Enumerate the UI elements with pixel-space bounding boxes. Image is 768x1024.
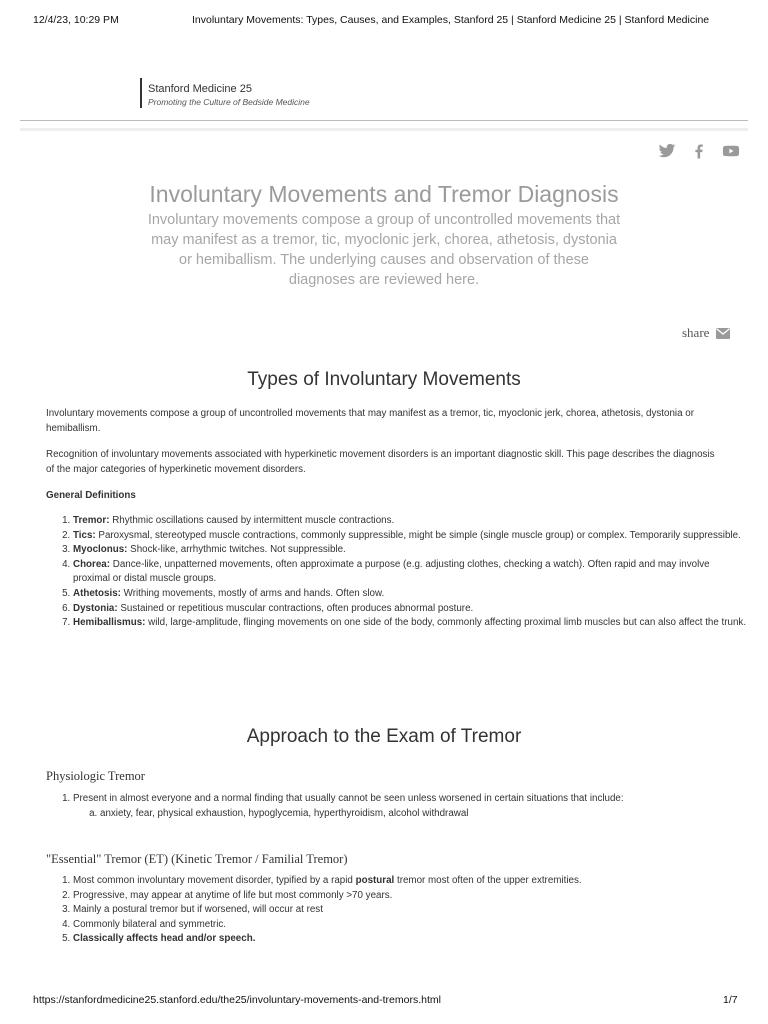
definition-text: wild, large-amplitude, flinging movements on one side of the body, commonly affecting proximal limb muscles but can also affect the trunk. [145, 617, 747, 629]
physiologic-sublist [73, 807, 749, 822]
definition-term: Hemiballismus: [73, 617, 146, 629]
definition-term: Tics: [73, 529, 96, 541]
youtube-icon[interactable] [721, 142, 741, 160]
list-item [73, 874, 749, 889]
list-item: a. anxiety, fear, physical exhaustion, hypoglycemia, hyperthyroidism, alcohol withdrawal [100, 807, 749, 822]
social-links [657, 142, 741, 160]
print-page-number: 1/7 [723, 994, 738, 1006]
approach-section-title: Approach to the Exam of Tremor [246, 726, 522, 747]
definitions-heading: General Definitions [46, 490, 136, 501]
definition-text: Writhing movements, mostly of arms and hands. Often slow. [120, 587, 385, 599]
print-url: https://stanfordmedicine25.stanford.edu/the25/involuntary-movements-and-tremors.html [33, 994, 441, 1006]
list-item [73, 602, 749, 617]
list-item-text: Most common involuntary movement disorder, typified by a rapid [73, 875, 356, 886]
print-doc-title: Involuntary Movements: Types, Causes, and Examples, Stanford 25 | Stanford Medicine 25 | Stanford Medicine [192, 14, 710, 26]
list-item [73, 932, 749, 947]
definition-term: Athetosis: [73, 587, 121, 599]
list-item: 2. Progressive, may appear at anytime of life but most commonly >70 years. [73, 889, 749, 904]
page-subtitle: Involuntary movements compose a group of uncontrolled movements that may manifest as a tremor, tic, myoclonic jerk, chorea, athetosis, dystonia or hemiballism. The underlying causes and observation of these diagnoses are reviewed here. [147, 212, 621, 288]
list-item [73, 616, 749, 631]
list-item-text: Present in almost everyone and a normal finding that usually cannot be seen unless worsened in certain situations that include: [73, 793, 624, 804]
list-item: 4. Commonly bilateral and symmetric. [73, 918, 749, 933]
definition-text: Rhythmic oscillations caused by intermittent muscle contractions. [109, 515, 395, 526]
list-item [73, 529, 749, 544]
page-title: Involuntary Movements and Tremor Diagnosis [149, 181, 619, 207]
list-item [73, 514, 749, 529]
definition-term: Dystonia: [73, 602, 118, 614]
twitter-icon[interactable] [657, 142, 677, 160]
share-button[interactable] [682, 325, 730, 341]
types-section-title: Types of Involuntary Movements [247, 369, 521, 390]
list-item [73, 558, 749, 587]
print-datetime: 12/4/23, 10:29 PM [33, 14, 119, 26]
list-item [73, 543, 749, 558]
emphasis-text: postural [355, 875, 395, 886]
brand-tagline: Promoting the Culture of Bedside Medicine [148, 97, 310, 107]
types-intro-2: Recognition of involuntary movements associated with hyperkinetic movement disorders is an important diagnostic skill. This page describes the diagnosis of the major categories of hyperkinetic movement disorders. [46, 449, 715, 475]
definition-term: Myoclonus: [73, 544, 128, 556]
emphasis-text: Classically affects head and/or speech. [73, 933, 256, 945]
header-divider [20, 120, 748, 121]
definition-text: Shock-like, arrhythmic twitches. Not suppressible. [127, 544, 346, 556]
definition-text: Paroxysmal, stereotyped muscle contractions, commonly suppressible, might be simple (single muscle group) or complex. Temporarily suppressible. [95, 529, 741, 541]
facebook-icon[interactable] [689, 142, 709, 160]
list-item [73, 792, 749, 821]
definition-term: Chorea: [73, 558, 111, 570]
list-item: 3. Mainly a postural tremor but if worsened, will occur at rest [73, 903, 749, 918]
definition-text: Sustained or repetitious muscular contractions, often produces abnormal posture. [117, 602, 474, 614]
physiologic-tremor-list [46, 792, 749, 821]
definition-text: Dance-like, unpatterned movements, often approximate a purpose (e.g. adjusting clothes, checking a watch). Often rapid and may involve proximal or distal muscle groups. [73, 558, 710, 585]
definitions-list [46, 514, 749, 631]
types-intro-1: Involuntary movements compose a group of uncontrolled movements that may manifest as a tremor, tic, myoclonic jerk, chorea, athetosis, dystonia or hemiballism. [46, 408, 694, 434]
list-item [73, 587, 749, 602]
definition-term: Tremor: [73, 515, 110, 526]
share-label: share [682, 325, 710, 340]
essential-tremor-list [46, 874, 749, 947]
site-brand[interactable] [140, 78, 310, 108]
envelope-icon [716, 328, 730, 339]
list-item-text: tremor most often of the upper extremities. [394, 875, 582, 886]
brand-name[interactable]: Stanford Medicine 25 [148, 83, 252, 95]
physiologic-tremor-heading: Physiologic Tremor [46, 769, 145, 783]
header-band [20, 128, 748, 131]
essential-tremor-heading: "Essential" Tremor (ET) (Kinetic Tremor / Familial Tremor) [46, 852, 348, 866]
